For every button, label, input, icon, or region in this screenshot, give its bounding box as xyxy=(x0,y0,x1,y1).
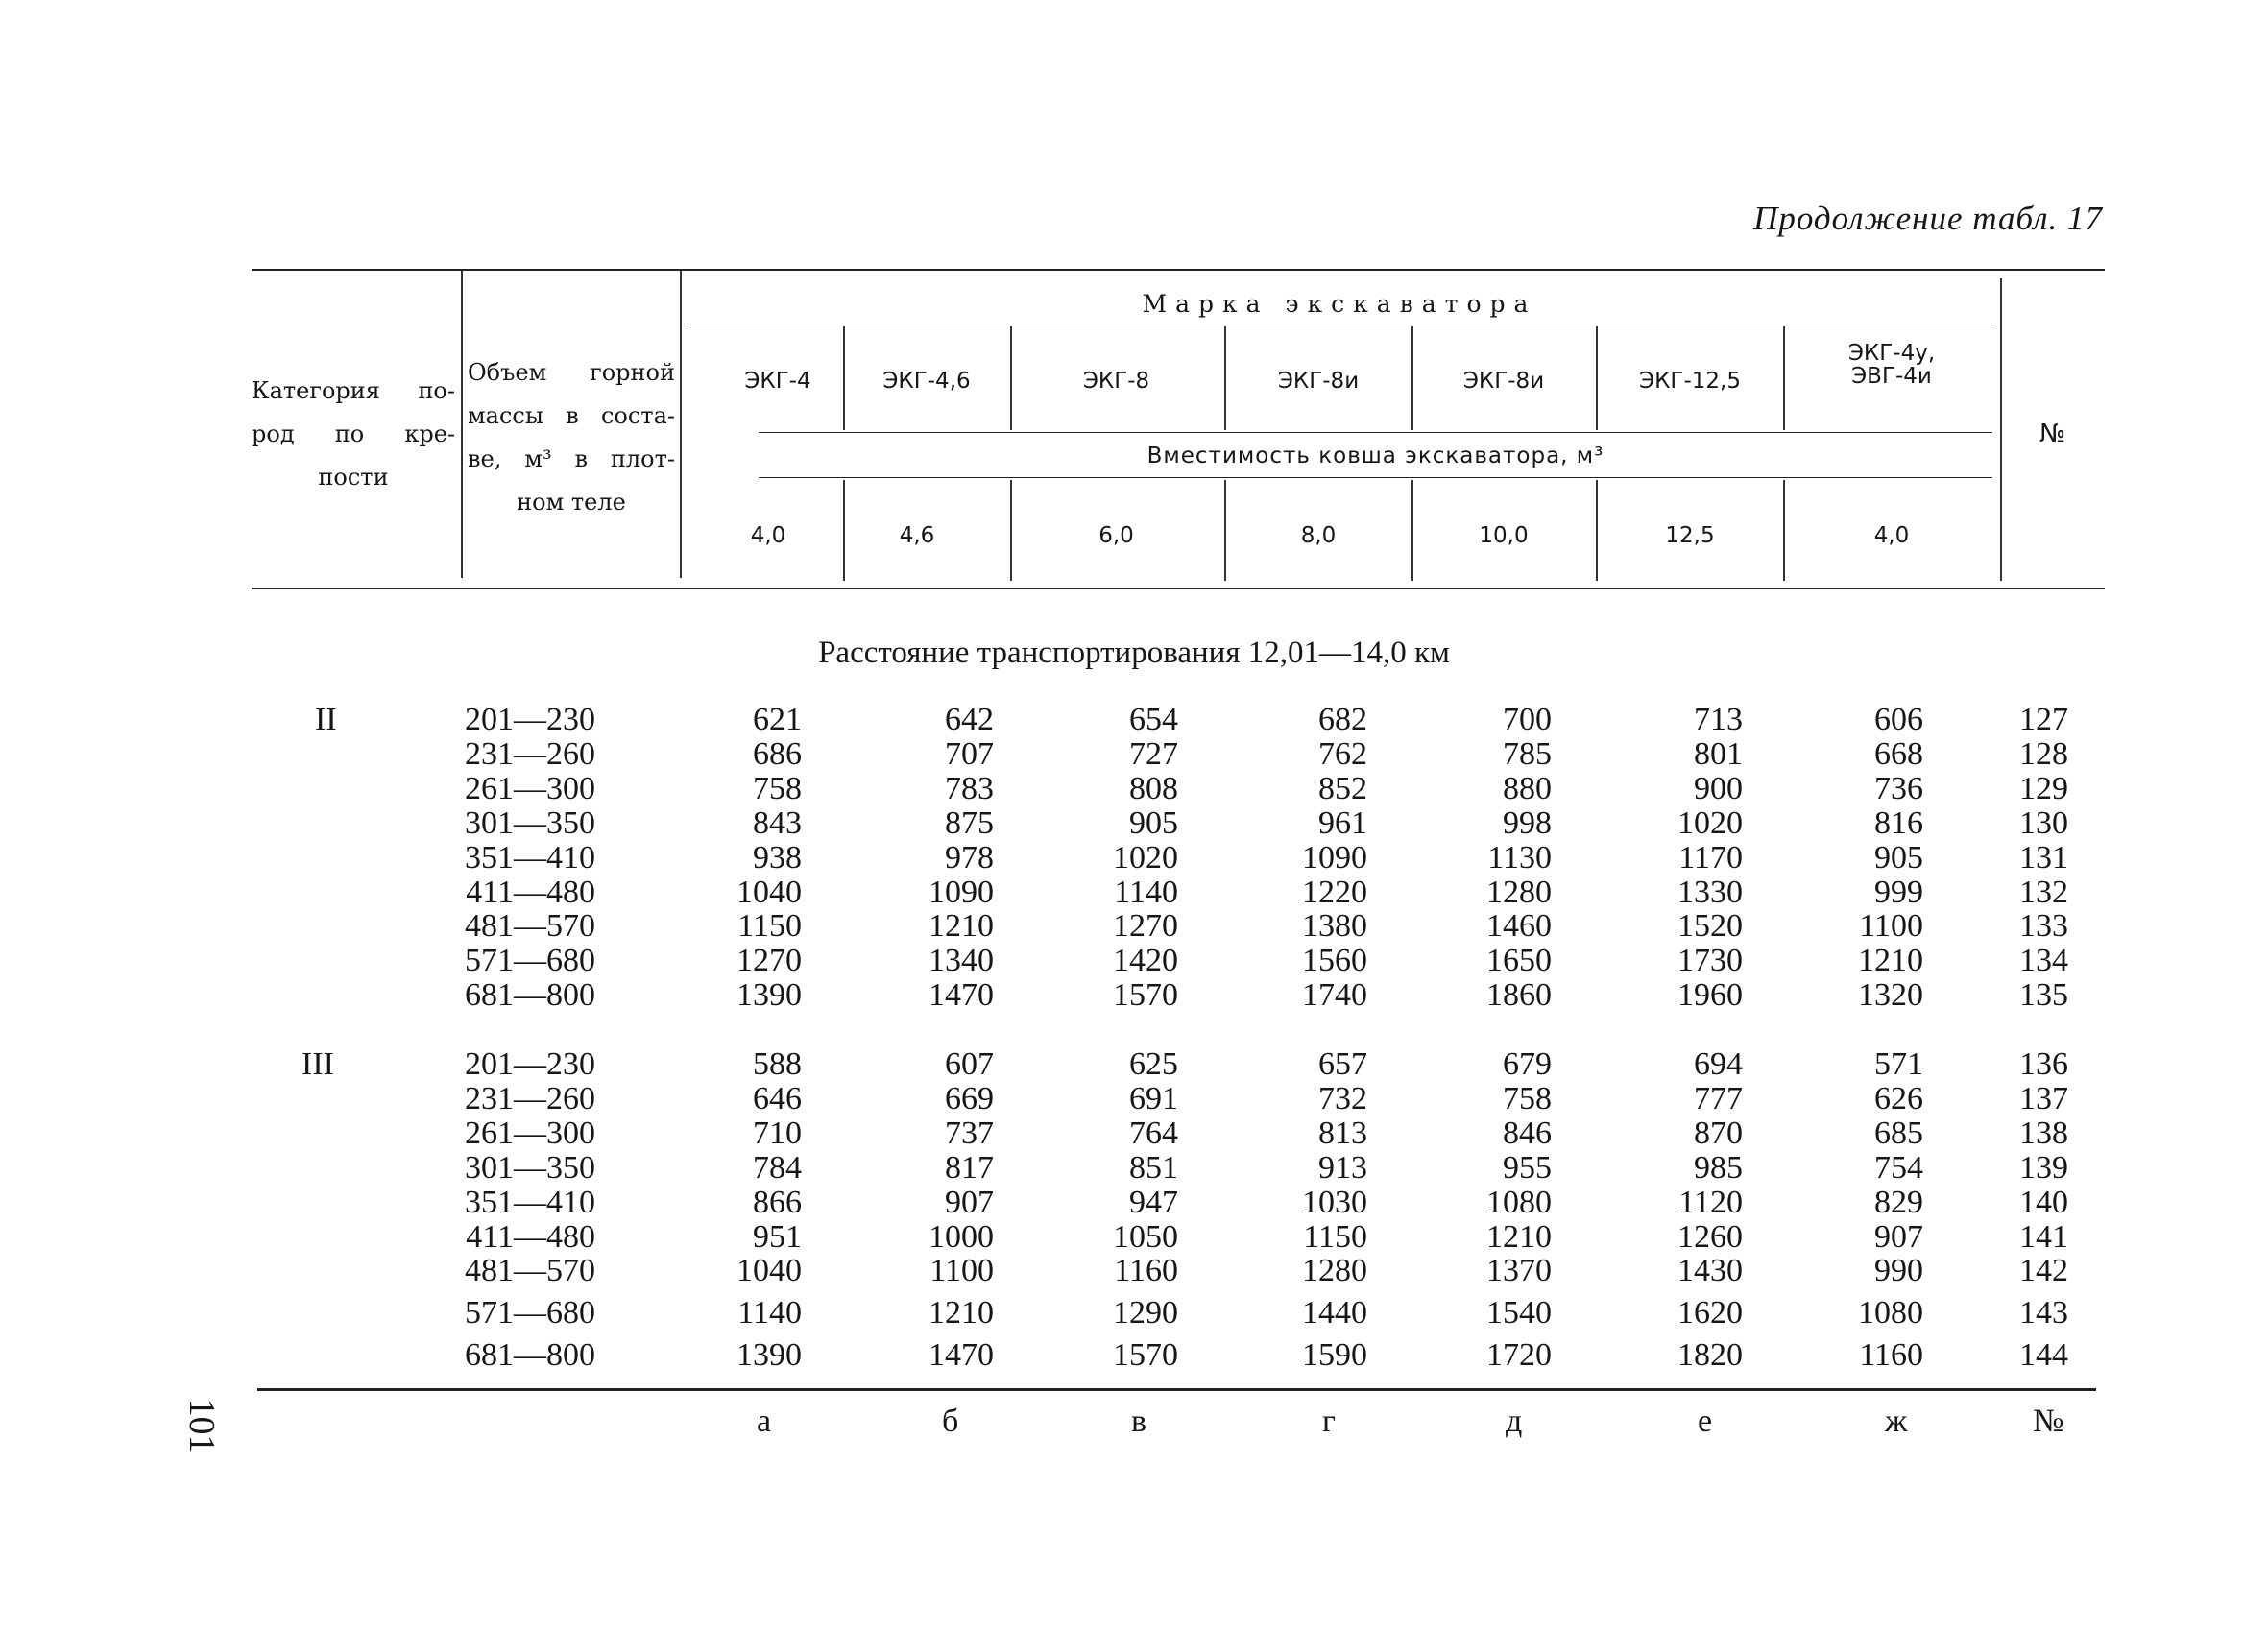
value-cell: 1160 xyxy=(1859,1337,1923,1373)
row-number-cell: 132 xyxy=(2019,875,2068,910)
value-cell: 694 xyxy=(1694,1046,1743,1082)
volume-range-cell: 301—350 xyxy=(465,1150,595,1186)
volume-range-cell: 351—410 xyxy=(465,840,595,876)
category-header-line: Категория по- xyxy=(252,377,455,404)
value-cell: 707 xyxy=(945,736,994,772)
row-number-cell: 135 xyxy=(2019,977,2068,1013)
volume-range-cell: 231—260 xyxy=(465,736,595,772)
value-cell: 955 xyxy=(1503,1150,1552,1186)
volume-range-cell: 481—570 xyxy=(465,1253,595,1288)
value-cell: 1280 xyxy=(1302,1253,1367,1288)
volume-range-cell: 301—350 xyxy=(465,805,595,841)
table-row xyxy=(0,1082,2268,1116)
table-row xyxy=(0,978,2268,1013)
value-cell: 682 xyxy=(1318,702,1367,737)
value-cell: 758 xyxy=(1503,1081,1552,1116)
footer-letter: а xyxy=(757,1404,772,1439)
header-divider xyxy=(1411,326,1413,430)
value-cell: 1040 xyxy=(736,875,802,910)
value-cell: 1130 xyxy=(1487,840,1552,876)
volume-range-cell: 261—300 xyxy=(465,771,595,806)
row-number-cell: 143 xyxy=(2019,1295,2068,1331)
footer-letter: е xyxy=(1698,1404,1713,1439)
value-cell: 1340 xyxy=(929,943,994,978)
header-divider xyxy=(1411,480,1413,581)
value-cell: 1370 xyxy=(1486,1253,1552,1288)
table-row xyxy=(0,1116,2268,1151)
footer-letter: г xyxy=(1322,1404,1336,1439)
model-header: ЭКГ-4,6 xyxy=(882,369,971,394)
model-header: ЭКГ-4у, ЭВГ-4и xyxy=(1847,341,1936,390)
footer-letter: б xyxy=(942,1404,959,1439)
header-divider xyxy=(1010,326,1012,430)
value-cell: 1280 xyxy=(1486,875,1552,910)
capacity-value: 4,0 xyxy=(750,523,786,548)
value-cell: 816 xyxy=(1874,805,1923,841)
volume-range-cell: 201—230 xyxy=(465,1046,595,1082)
volume-range-cell: 481—570 xyxy=(465,908,595,944)
row-number-cell: 142 xyxy=(2019,1253,2068,1288)
value-cell: 1100 xyxy=(1859,908,1923,944)
volume-range-cell: 351—410 xyxy=(465,1185,595,1220)
volume-header-line: массы в соста- xyxy=(468,402,675,429)
value-cell: 985 xyxy=(1694,1150,1743,1186)
value-cell: 758 xyxy=(753,771,802,806)
excavator-brand-header: Марка экскаватора xyxy=(1142,290,1537,318)
row-number-cell: 140 xyxy=(2019,1185,2068,1220)
value-cell: 978 xyxy=(945,840,994,876)
value-cell: 1460 xyxy=(1486,908,1552,944)
value-cell: 1960 xyxy=(1677,977,1743,1013)
row-number-cell: 127 xyxy=(2019,702,2068,737)
header-divider xyxy=(1783,326,1785,430)
value-cell: 846 xyxy=(1503,1116,1552,1151)
value-cell: 1270 xyxy=(736,943,802,978)
value-cell: 1140 xyxy=(737,1295,802,1331)
table-row xyxy=(0,1296,2268,1331)
value-cell: 1720 xyxy=(1486,1337,1552,1373)
value-cell: 829 xyxy=(1874,1185,1923,1220)
table-row xyxy=(0,1151,2268,1186)
volume-range-cell: 261—300 xyxy=(465,1116,595,1151)
header-divider xyxy=(1783,480,1785,581)
model-header: ЭКГ-12,5 xyxy=(1639,369,1741,394)
header-rule-capacity-bottom xyxy=(759,477,1992,478)
footer-number-label: № xyxy=(2033,1404,2064,1439)
header-divider xyxy=(1224,326,1226,430)
value-cell: 571 xyxy=(1874,1046,1923,1082)
value-cell: 1860 xyxy=(1486,977,1552,1013)
row-number-cell: 139 xyxy=(2019,1150,2068,1186)
value-cell: 938 xyxy=(753,840,802,876)
value-cell: 1120 xyxy=(1678,1185,1743,1220)
section-title: Расстояние транспортирования 12,01—14,0 км xyxy=(818,636,1450,670)
value-cell: 1270 xyxy=(1113,908,1178,944)
value-cell: 737 xyxy=(945,1116,994,1151)
value-cell: 691 xyxy=(1129,1081,1178,1116)
value-cell: 1390 xyxy=(736,977,802,1013)
value-cell: 1210 xyxy=(929,908,994,944)
value-cell: 1260 xyxy=(1677,1219,1743,1255)
value-cell: 700 xyxy=(1503,702,1552,737)
value-cell: 1030 xyxy=(1302,1185,1367,1220)
row-number-cell: 128 xyxy=(2019,736,2068,772)
row-number-cell: 136 xyxy=(2019,1046,2068,1082)
value-cell: 654 xyxy=(1129,702,1178,737)
value-cell: 1160 xyxy=(1114,1253,1178,1288)
value-cell: 999 xyxy=(1874,875,1923,910)
value-cell: 1040 xyxy=(736,1253,802,1288)
row-number-cell: 138 xyxy=(2019,1116,2068,1151)
volume-range-cell: 201—230 xyxy=(465,702,595,737)
value-cell: 1560 xyxy=(1302,943,1367,978)
value-cell: 1440 xyxy=(1302,1295,1367,1331)
value-cell: 764 xyxy=(1129,1116,1178,1151)
value-cell: 1430 xyxy=(1677,1253,1743,1288)
value-cell: 1820 xyxy=(1677,1337,1743,1373)
table-row xyxy=(0,806,2268,841)
volume-range-cell: 231—260 xyxy=(465,1081,595,1116)
volume-range-cell: 411—480 xyxy=(466,875,595,910)
value-cell: 679 xyxy=(1503,1046,1552,1082)
capacity-value: 4,0 xyxy=(1873,523,1910,548)
value-cell: 588 xyxy=(753,1046,802,1082)
table-row xyxy=(0,909,2268,944)
value-cell: 1570 xyxy=(1113,977,1178,1013)
row-number-cell: 129 xyxy=(2019,771,2068,806)
value-cell: 727 xyxy=(1129,736,1178,772)
value-cell: 1390 xyxy=(736,1337,802,1373)
volume-header-line: ве, м³ в плот- xyxy=(468,445,675,472)
volume-range-cell: 411—480 xyxy=(466,1219,595,1255)
value-cell: 1090 xyxy=(1302,840,1367,876)
model-header: ЭКГ-8и xyxy=(1462,369,1545,394)
table-row xyxy=(0,1186,2268,1220)
value-cell: 1080 xyxy=(1486,1185,1552,1220)
value-cell: 851 xyxy=(1129,1150,1178,1186)
row-number-cell: 134 xyxy=(2019,943,2068,978)
value-cell: 1080 xyxy=(1858,1295,1923,1331)
number-header: № xyxy=(2039,420,2066,448)
value-cell: 1150 xyxy=(1303,1219,1367,1255)
row-number-cell: 130 xyxy=(2019,805,2068,841)
value-cell: 905 xyxy=(1129,805,1178,841)
header-divider xyxy=(1596,480,1598,581)
value-cell: 808 xyxy=(1129,771,1178,806)
volume-range-cell: 681—800 xyxy=(465,977,595,1013)
value-cell: 1380 xyxy=(1302,908,1367,944)
value-cell: 621 xyxy=(753,702,802,737)
header-divider xyxy=(1010,480,1012,581)
header-bottom-rule xyxy=(252,588,2105,589)
value-cell: 732 xyxy=(1318,1081,1367,1116)
header-divider xyxy=(2000,278,2002,581)
table-row xyxy=(0,737,2268,772)
page-number: 101 xyxy=(181,1398,222,1453)
capacity-value: 4,6 xyxy=(899,523,935,548)
value-cell: 607 xyxy=(945,1046,994,1082)
header-rule-capacity-top xyxy=(759,432,1992,433)
value-cell: 905 xyxy=(1874,840,1923,876)
value-cell: 1320 xyxy=(1858,977,1923,1013)
value-cell: 907 xyxy=(1874,1219,1923,1255)
value-cell: 947 xyxy=(1129,1185,1178,1220)
table-row xyxy=(0,1338,2268,1373)
value-cell: 1140 xyxy=(1114,875,1178,910)
value-cell: 1650 xyxy=(1486,943,1552,978)
row-number-cell: 144 xyxy=(2019,1337,2068,1373)
value-cell: 686 xyxy=(753,736,802,772)
value-cell: 784 xyxy=(753,1150,802,1186)
volume-header-line: ном теле xyxy=(517,489,626,516)
category-header xyxy=(252,370,455,499)
capacity-value: 12,5 xyxy=(1665,523,1715,548)
value-cell: 1520 xyxy=(1677,908,1743,944)
row-number-cell: 141 xyxy=(2019,1219,2068,1255)
value-cell: 626 xyxy=(1874,1081,1923,1116)
value-cell: 1020 xyxy=(1677,805,1743,841)
value-cell: 1090 xyxy=(929,875,994,910)
value-cell: 880 xyxy=(1503,771,1552,806)
value-cell: 998 xyxy=(1503,805,1552,841)
capacity-value: 8,0 xyxy=(1300,523,1337,548)
value-cell: 785 xyxy=(1503,736,1552,772)
value-cell: 813 xyxy=(1318,1116,1367,1151)
value-cell: 1150 xyxy=(737,908,802,944)
value-cell: 1590 xyxy=(1302,1337,1367,1373)
value-cell: 1330 xyxy=(1677,875,1743,910)
header-divider xyxy=(1224,480,1226,581)
value-cell: 843 xyxy=(753,805,802,841)
value-cell: 1220 xyxy=(1302,875,1367,910)
capacity-value: 6,0 xyxy=(1098,523,1134,548)
value-cell: 1740 xyxy=(1302,977,1367,1013)
value-cell: 646 xyxy=(753,1081,802,1116)
value-cell: 669 xyxy=(945,1081,994,1116)
row-number-cell: 137 xyxy=(2019,1081,2068,1116)
value-cell: 1020 xyxy=(1113,840,1178,876)
value-cell: 913 xyxy=(1318,1150,1367,1186)
row-number-cell: 131 xyxy=(2019,840,2068,876)
footer-letter: в xyxy=(1131,1404,1147,1439)
model-header: ЭКГ-8 xyxy=(1082,369,1150,394)
model-header: ЭКГ-4 xyxy=(744,369,811,394)
value-cell: 1210 xyxy=(929,1295,994,1331)
volume-range-cell: 681—800 xyxy=(465,1337,595,1373)
value-cell: 783 xyxy=(945,771,994,806)
value-cell: 875 xyxy=(945,805,994,841)
value-cell: 1000 xyxy=(929,1219,994,1255)
volume-header-line: Объем горной xyxy=(468,359,675,386)
footer-letter: д xyxy=(1506,1404,1523,1439)
value-cell: 951 xyxy=(753,1219,802,1255)
value-cell: 1620 xyxy=(1677,1295,1743,1331)
value-cell: 852 xyxy=(1318,771,1367,806)
value-cell: 754 xyxy=(1874,1150,1923,1186)
category-label: II xyxy=(315,702,337,737)
value-cell: 866 xyxy=(753,1185,802,1220)
table-row xyxy=(0,841,2268,876)
value-cell: 1290 xyxy=(1113,1295,1178,1331)
value-cell: 1470 xyxy=(929,977,994,1013)
header-divider xyxy=(680,271,682,578)
value-cell: 736 xyxy=(1874,771,1923,806)
value-cell: 710 xyxy=(753,1116,802,1151)
category-label: III xyxy=(302,1046,334,1082)
table-row xyxy=(0,1254,2268,1288)
category-header-line: род по кре- xyxy=(252,420,455,447)
value-cell: 900 xyxy=(1694,771,1743,806)
capacity-value: 10,0 xyxy=(1479,523,1529,548)
volume-header xyxy=(468,351,675,524)
model-header: ЭКГ-8и xyxy=(1277,369,1360,394)
value-cell: 961 xyxy=(1318,805,1367,841)
value-cell: 713 xyxy=(1694,702,1743,737)
header-divider xyxy=(461,271,463,578)
value-cell: 657 xyxy=(1318,1046,1367,1082)
value-cell: 1570 xyxy=(1113,1337,1178,1373)
value-cell: 990 xyxy=(1874,1253,1923,1288)
value-cell: 777 xyxy=(1694,1081,1743,1116)
volume-range-cell: 571—680 xyxy=(465,943,595,978)
row-number-cell: 133 xyxy=(2019,908,2068,944)
table-caption: Продолжение табл. 17 xyxy=(1753,200,2103,237)
table-row xyxy=(0,876,2268,910)
value-cell: 1050 xyxy=(1113,1219,1178,1255)
value-cell: 1170 xyxy=(1678,840,1743,876)
value-cell: 801 xyxy=(1694,736,1743,772)
header-top-rule xyxy=(252,269,2105,271)
value-cell: 1210 xyxy=(1858,943,1923,978)
table-row xyxy=(0,944,2268,978)
value-cell: 870 xyxy=(1694,1116,1743,1151)
value-cell: 642 xyxy=(945,702,994,737)
value-cell: 1420 xyxy=(1113,943,1178,978)
value-cell: 907 xyxy=(945,1185,994,1220)
value-cell: 1100 xyxy=(929,1253,994,1288)
value-cell: 1210 xyxy=(1486,1219,1552,1255)
category-header-line: пости xyxy=(318,464,389,491)
table-row xyxy=(0,703,2268,737)
table-row xyxy=(0,772,2268,806)
footer-letter: ж xyxy=(1885,1404,1908,1439)
table-row xyxy=(0,1047,2268,1082)
table-row xyxy=(0,1220,2268,1255)
value-cell: 685 xyxy=(1874,1116,1923,1151)
value-cell: 817 xyxy=(945,1150,994,1186)
footer-rule xyxy=(257,1388,2096,1391)
value-cell: 625 xyxy=(1129,1046,1178,1082)
header-divider xyxy=(1596,326,1598,430)
value-cell: 1470 xyxy=(929,1337,994,1373)
value-cell: 606 xyxy=(1874,702,1923,737)
value-cell: 1730 xyxy=(1677,943,1743,978)
value-cell: 1540 xyxy=(1486,1295,1552,1331)
bucket-capacity-header: Вместимость ковша экскаватора, м³ xyxy=(1146,444,1604,468)
value-cell: 762 xyxy=(1318,736,1367,772)
volume-range-cell: 571—680 xyxy=(465,1295,595,1331)
value-cell: 668 xyxy=(1874,736,1923,772)
